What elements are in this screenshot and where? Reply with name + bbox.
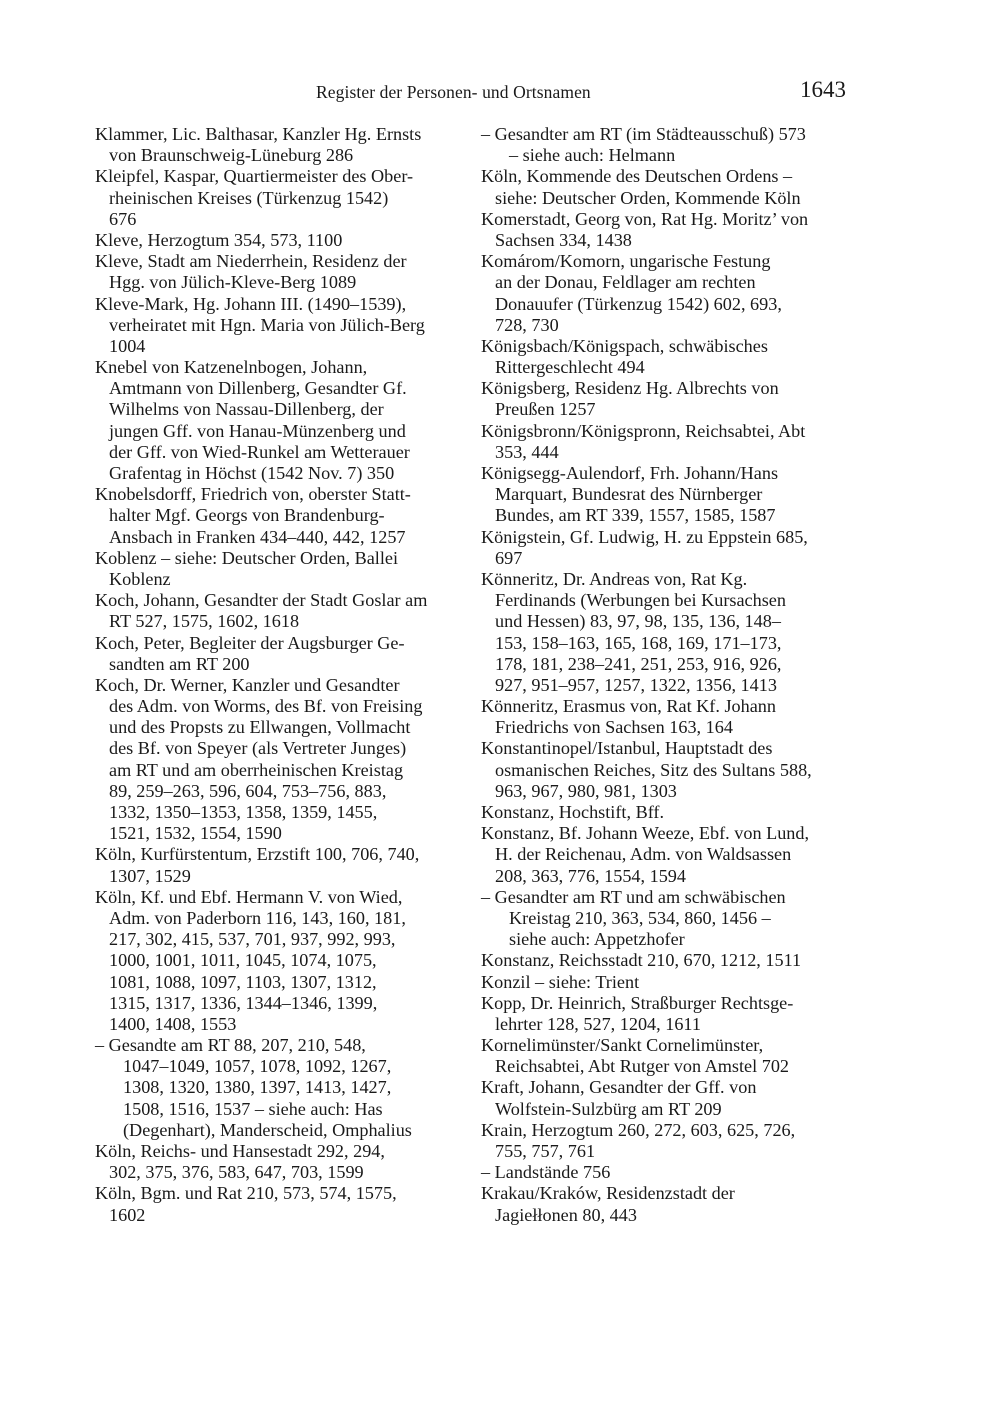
- index-entry-continuation: 1047–1049, 1057, 1078, 1092, 1267,: [123, 1056, 392, 1077]
- index-entry-continuation: osmanischen Reiches, Sitz des Sultans 588,: [495, 759, 812, 780]
- index-entry-line: – Gesandter am RT (im Städteausschuß) 573: [481, 124, 806, 144]
- index-entry-continuation: 1508, 1516, 1537 – siehe auch: Has: [123, 1098, 383, 1119]
- index-entry-line: Königsegg-Aulendorf, Frh. Johann/Hans: [481, 463, 779, 483]
- index-entry-continuation: an der Donau, Feldlager am rechten: [495, 272, 756, 293]
- index-entry-line: Köln, Bgm. und Rat 210, 573, 574, 1575,: [95, 1183, 397, 1204]
- index-entry-continuation: Reichsabtei, Abt Rutger von Amstel 702: [495, 1056, 790, 1077]
- index-entry-continuation: 217, 302, 415, 537, 701, 937, 992, 993,: [109, 929, 396, 950]
- index-entry-continuation: Adm. von Paderborn 116, 143, 160, 181,: [109, 907, 406, 928]
- index-entry-continuation: der Gff. von Wied-Runkel am Wetterauer: [109, 441, 410, 462]
- index-entry-continuation: 1400, 1408, 1553: [109, 1013, 237, 1034]
- index-entry-line: – Landstände 756: [481, 1162, 611, 1183]
- index-entry-line: – Gesandte am RT 88, 207, 210, 548,: [95, 1035, 366, 1056]
- index-entry-line: Köln, Kf. und Ebf. Hermann V. von Wied,: [95, 886, 403, 907]
- index-entry-continuation: und Hessen) 83, 97, 98, 135, 136, 148–: [495, 611, 781, 632]
- index-entry-line: Köln, Reichs- und Hansestadt 292, 294,: [95, 1141, 385, 1161]
- index-entry-continuation: Wilhelms von Nassau-Dillenberg, der: [109, 399, 384, 420]
- index-entry-continuation: 208, 363, 776, 1554, 1594: [495, 865, 686, 886]
- index-entry-continuation: Grafentag in Höchst (1542 Nov. 7) 350: [109, 463, 395, 483]
- index-entry-line: Koch, Johann, Gesandter der Stadt Goslar am: [95, 590, 428, 611]
- index-entry-continuation: siehe: Deutscher Orden, Kommende Köln: [495, 187, 801, 208]
- index-entry-line: Klammer, Lic. Balthasar, Kanzler Hg. Ernsts: [95, 124, 422, 144]
- index-entry-line: Köln, Kommende des Deutschen Ordens –: [481, 166, 793, 187]
- index-entry-continuation: jungen Gff. von Hanau-Münzenberg und: [109, 420, 406, 441]
- index-entry-continuation: H. der Reichenau, Adm. von Waldsassen: [495, 844, 792, 865]
- index-entry-continuation: 178, 181, 238–241, 251, 253, 916, 926,: [495, 653, 782, 674]
- index-entry-line: Krain, Herzogtum 260, 272, 603, 625, 726,: [481, 1119, 796, 1140]
- index-entry-continuation: Ferdinands (Werbungen bei Kursachsen: [495, 590, 786, 611]
- index-entry-continuation: 1307, 1529: [109, 865, 191, 886]
- index-entry-continuation: sandten am RT 200: [109, 653, 250, 674]
- index-entry-line: Konzil – siehe: Trient: [481, 971, 640, 992]
- index-entry-line: Königsbach/Königspach, schwäbisches: [481, 335, 768, 356]
- index-entry-continuation: Donauufer (Türkenzug 1542) 602, 693,: [495, 293, 782, 314]
- index-entry-continuation: und des Propsts zu Ellwangen, Vollmacht: [109, 717, 411, 738]
- index-entry-continuation: 1521, 1532, 1554, 1590: [109, 823, 282, 844]
- index-entry-continuation: 697: [495, 547, 523, 568]
- index-entry-line: Koch, Dr. Werner, Kanzler und Gesandter: [95, 674, 400, 695]
- index-entry-continuation: 728, 730: [495, 314, 559, 335]
- index-entry-continuation: 1000, 1001, 1011, 1045, 1074, 1075,: [109, 950, 377, 971]
- index-entry-continuation: 1308, 1320, 1380, 1397, 1413, 1427,: [123, 1077, 392, 1098]
- index-entry-continuation: 353, 444: [495, 441, 559, 462]
- index-entry-continuation: des Adm. von Worms, des Bf. von Freising: [109, 696, 423, 717]
- index-entry-continuation: 153, 158–163, 165, 168, 169, 171–173,: [495, 632, 782, 653]
- index-entry-continuation: 676: [109, 208, 137, 229]
- running-head: Register der Personen- und Ortsnamen: [316, 82, 591, 102]
- index-entry-line: Knebel von Katzenelnbogen, Johann,: [95, 357, 368, 378]
- index-entry-continuation: des Bf. von Speyer (als Vertreter Junges): [109, 738, 407, 759]
- index-entry-continuation: Preußen 1257: [495, 399, 596, 420]
- index-entry-continuation: – siehe auch: Helmann: [509, 145, 676, 166]
- index-entry-continuation: 1315, 1317, 1336, 1344–1346, 1399,: [109, 992, 378, 1013]
- index-entry-continuation: Amtmann von Dillenberg, Gesandter Gf.: [109, 378, 407, 399]
- index-entry-continuation: von Braunschweig-Lüneburg 286: [109, 145, 354, 166]
- index-entry-continuation: Ansbach in Franken 434–440, 442, 1257: [109, 526, 406, 547]
- index-entry-line: Köln, Kurfürstentum, Erzstift 100, 706, 740,: [95, 844, 420, 865]
- index-entry-continuation: halter Mgf. Georgs von Brandenburg-: [109, 505, 385, 526]
- index-entry-continuation: rheinischen Kreises (Türkenzug 1542): [109, 187, 389, 208]
- index-entry-continuation: Wolfstein-Sulzbürg am RT 209: [495, 1098, 722, 1119]
- page-number: 1643: [800, 77, 846, 102]
- index-entry-line: Krakau/Kraków, Residenzstadt der: [481, 1183, 735, 1204]
- index-entry-continuation: 755, 757, 761: [495, 1141, 596, 1161]
- index-entry-continuation: Marquart, Bundesrat des Nürnberger: [495, 484, 763, 505]
- index-entry-continuation: Kreistag 210, 363, 534, 860, 1456 –: [509, 907, 771, 928]
- index-entry-line: Kopp, Dr. Heinrich, Straßburger Rechtsge-: [481, 992, 794, 1013]
- index-entry-line: Konstantinopel/Istanbul, Hauptstadt des: [481, 738, 773, 759]
- index-entry-line: Kleipfel, Kaspar, Quartiermeister des Ober-: [95, 166, 414, 187]
- index-entry-continuation: 302, 375, 376, 583, 647, 703, 1599: [109, 1162, 364, 1183]
- index-entry-line: Könneritz, Dr. Andreas von, Rat Kg.: [481, 568, 748, 589]
- index-entry-line: Kleve-Mark, Hg. Johann III. (1490–1539),: [95, 293, 407, 314]
- index-entry-line: Kornelimünster/Sankt Cornelimünster,: [481, 1035, 764, 1056]
- index-column-left: [95, 124, 467, 1226]
- index-entry-line: Komárom/Komorn, ungarische Festung: [481, 251, 771, 272]
- index-entry-line: Konstanz, Reichsstadt 210, 670, 1212, 1511: [481, 950, 802, 971]
- index-entry-line: Konstanz, Hochstift, Bff.: [481, 802, 665, 822]
- index-entry-continuation: 1004: [109, 335, 146, 356]
- index-entry-continuation: 1081, 1088, 1097, 1103, 1307, 1312,: [109, 971, 377, 992]
- index-entry-continuation: 89, 259–263, 596, 604, 753–756, 883,: [109, 780, 387, 801]
- index-entry-continuation: Koblenz: [109, 568, 171, 589]
- index-entry-continuation: 927, 951–957, 1257, 1322, 1356, 1413: [495, 674, 777, 695]
- index-column-right: [481, 124, 853, 1226]
- index-entry-line: Königsberg, Residenz Hg. Albrechts von: [481, 378, 779, 399]
- index-entry-line: Koblenz – siehe: Deutscher Orden, Ballei: [95, 547, 399, 568]
- index-entry-line: Komerstadt, Georg von, Rat Hg. Moritz’ von: [481, 208, 809, 229]
- index-entry-continuation: am RT und am oberrheinischen Kreistag: [109, 759, 404, 780]
- index-entry-continuation: lehrter 128, 527, 1204, 1611: [495, 1013, 701, 1034]
- index-entry-continuation: siehe auch: Appetzhofer: [509, 929, 685, 950]
- index-entry-continuation: Bundes, am RT 339, 1557, 1585, 1587: [495, 505, 776, 526]
- index-entry-continuation: 1602: [109, 1204, 146, 1225]
- index-entry-line: Koch, Peter, Begleiter der Augsburger Ge-: [95, 632, 405, 653]
- index-entry-line: Königsbronn/Königspronn, Reichsabtei, Abt: [481, 420, 806, 441]
- index-entry-line: Kleve, Herzogtum 354, 573, 1100: [95, 229, 343, 250]
- index-entry-continuation: Rittergeschlecht 494: [495, 357, 645, 378]
- index-entry-line: Könneritz, Erasmus von, Rat Kf. Johann: [481, 696, 776, 717]
- index-entry-continuation: Sachsen 334, 1438: [495, 229, 632, 250]
- index-entry-continuation: verheiratet mit Hgn. Maria von Jülich-Berg: [109, 314, 425, 335]
- index-entry-line: Königstein, Gf. Ludwig, H. zu Eppstein 685,: [481, 526, 808, 547]
- index-entry-continuation: Hgg. von Jülich-Kleve-Berg 1089: [109, 272, 357, 293]
- index-entry-continuation: Jagiełłonen 80, 443: [495, 1204, 637, 1225]
- index-entry-line: Knobelsdorff, Friedrich von, oberster Statt-: [95, 484, 411, 505]
- index-entry-continuation: 963, 967, 980, 981, 1303: [495, 780, 677, 801]
- index-entry-continuation: 1332, 1350–1353, 1358, 1359, 1455,: [109, 802, 378, 822]
- index-entry-continuation: Friedrichs von Sachsen 163, 164: [495, 717, 733, 738]
- index-entry-line: – Gesandter am RT und am schwäbischen: [481, 886, 786, 907]
- index-entry-continuation: RT 527, 1575, 1602, 1618: [109, 611, 300, 632]
- index-entry-line: Kleve, Stadt am Niederrhein, Residenz der: [95, 251, 407, 272]
- index-entry-continuation: (Degenhart), Manderscheid, Omphalius: [123, 1119, 412, 1140]
- index-entry-line: Konstanz, Bf. Johann Weeze, Ebf. von Lund,: [481, 823, 810, 844]
- index-entry-line: Kraft, Johann, Gesandter der Gff. von: [481, 1077, 757, 1098]
